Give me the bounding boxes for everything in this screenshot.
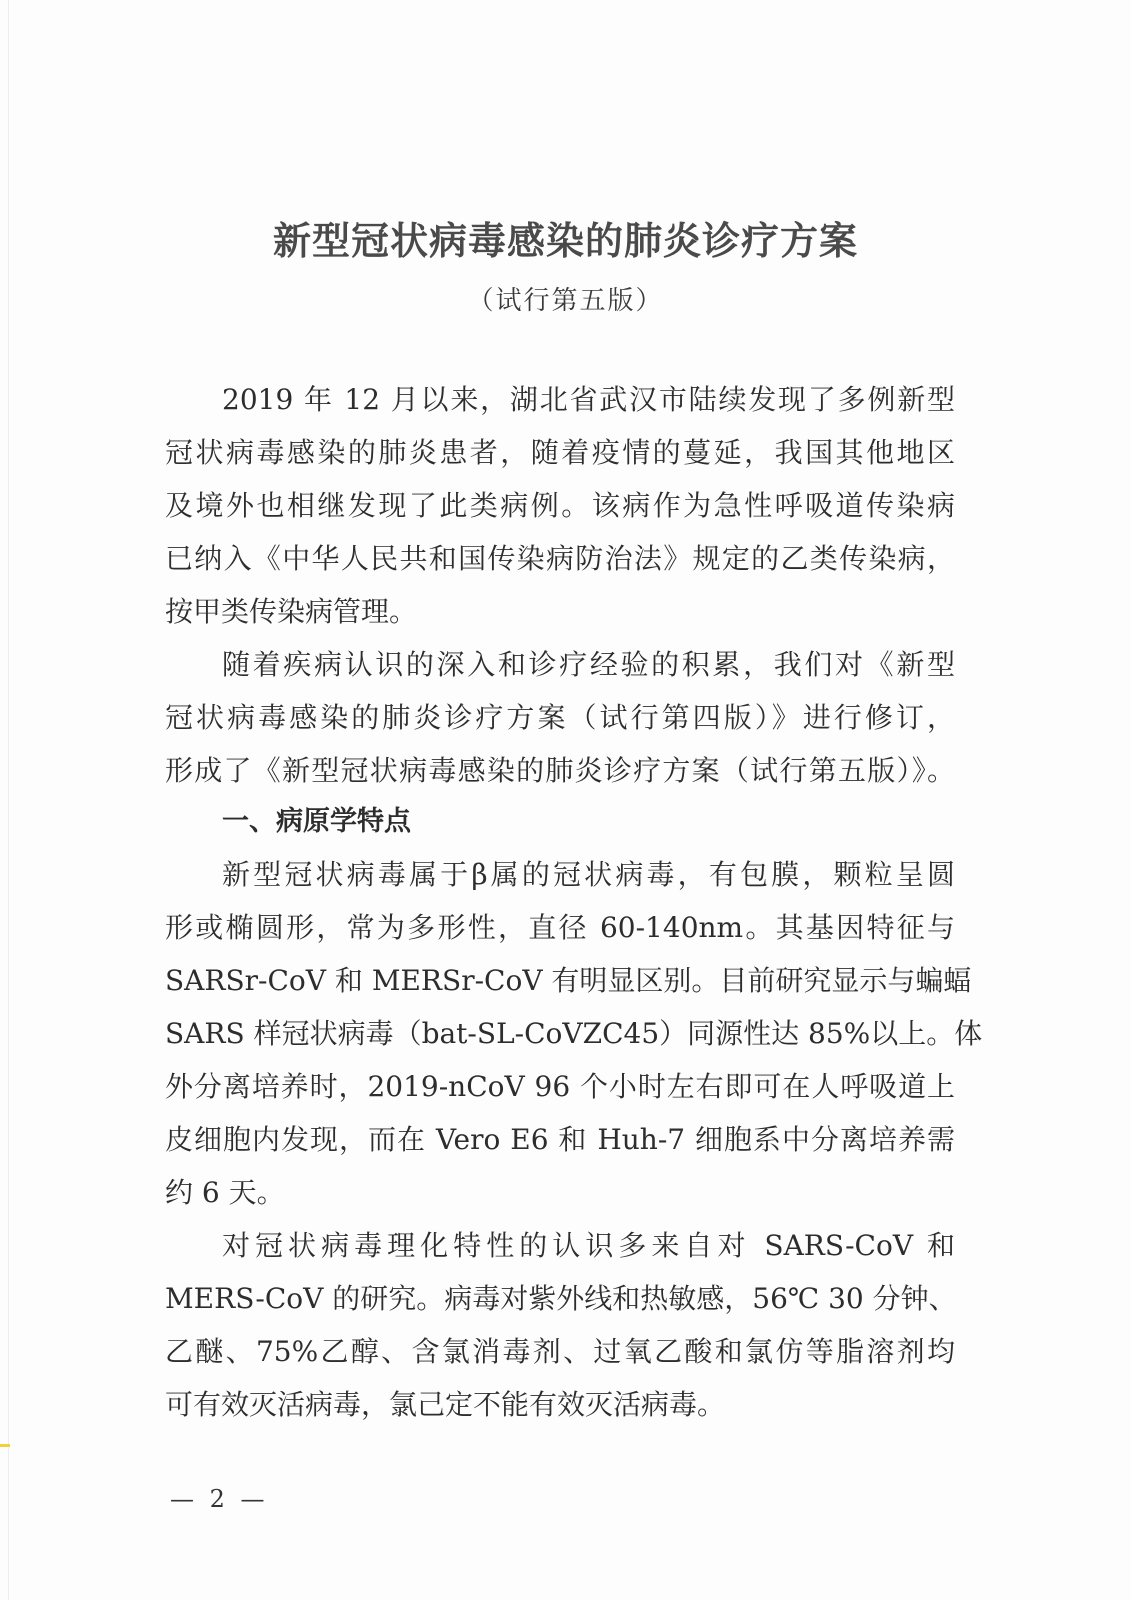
paragraph-4-line-2: MERS-CoV 的研究。病毒对紫外线和热敏感，56℃ 30 分钟、 <box>165 1282 957 1315</box>
paragraph-1-line-1: 2019 年 12 月以来，湖北省武汉市陆续发现了多例新型 <box>222 383 955 416</box>
paragraph-1-line-2: 冠状病毒感染的肺炎患者，随着疫情的蔓延，我国其他地区 <box>165 436 955 469</box>
paragraph-3-line-3: SARSr-CoV 和 MERSr-CoV 有明显区别。目前研究显示与蝙蝠 <box>165 964 972 997</box>
paragraph-3-line-2: 形或椭圆形，常为多形性，直径 60-140nm。其基因特征与 <box>165 911 955 944</box>
paragraph-4-line-1: 对冠状病毒理化特性的认识多来自对 SARS-CoV 和 <box>222 1229 955 1262</box>
section-heading: 一、病原学特点 <box>222 806 411 837</box>
paragraph-4-line-4: 可有效灭活病毒，氯己定不能有效灭活病毒。 <box>165 1388 726 1421</box>
document-subtitle: （试行第五版） <box>467 286 664 316</box>
paragraph-3-line-7: 约 6 天。 <box>165 1176 285 1209</box>
paragraph-1-line-4: 已纳入《中华人民共和国传染病防治法》规定的乙类传染病， <box>165 542 955 575</box>
paragraph-2-line-3: 形成了《新型冠状病毒感染的肺炎诊疗方案（试行第五版）》。 <box>165 754 955 787</box>
document-title: 新型冠状病毒感染的肺炎诊疗方案 <box>272 219 858 263</box>
paragraph-3-line-1: 新型冠状病毒属于β属的冠状病毒，有包膜，颗粒呈圆 <box>222 858 955 891</box>
paragraph-1-line-3: 及境外也相继发现了此类病例。该病作为急性呼吸道传染病 <box>165 489 955 522</box>
paragraph-4-line-3: 乙醚、75%乙醇、含氯消毒剂、过氧乙酸和氯仿等脂溶剂均 <box>165 1335 955 1368</box>
paragraph-1-line-5: 按甲类传染病管理。 <box>165 595 418 628</box>
margin-mark <box>0 1444 10 1447</box>
paragraph-2-line-1: 随着疾病认识的深入和诊疗经验的积累，我们对《新型 <box>222 648 955 681</box>
page-number: — 2 — <box>170 1485 269 1513</box>
paragraph-3-line-6: 皮细胞内发现，而在 Vero E6 和 Huh-7 细胞系中分离培养需 <box>165 1123 955 1156</box>
paragraph-2-line-2: 冠状病毒感染的肺炎诊疗方案（试行第四版）》进行修订， <box>165 701 955 734</box>
paragraph-3-line-5: 外分离培养时，2019-nCoV 96 个小时左右即可在人呼吸道上 <box>165 1070 955 1103</box>
paragraph-3-line-4: SARS 样冠状病毒（bat-SL-CoVZC45）同源性达 85%以上。体 <box>165 1017 983 1050</box>
